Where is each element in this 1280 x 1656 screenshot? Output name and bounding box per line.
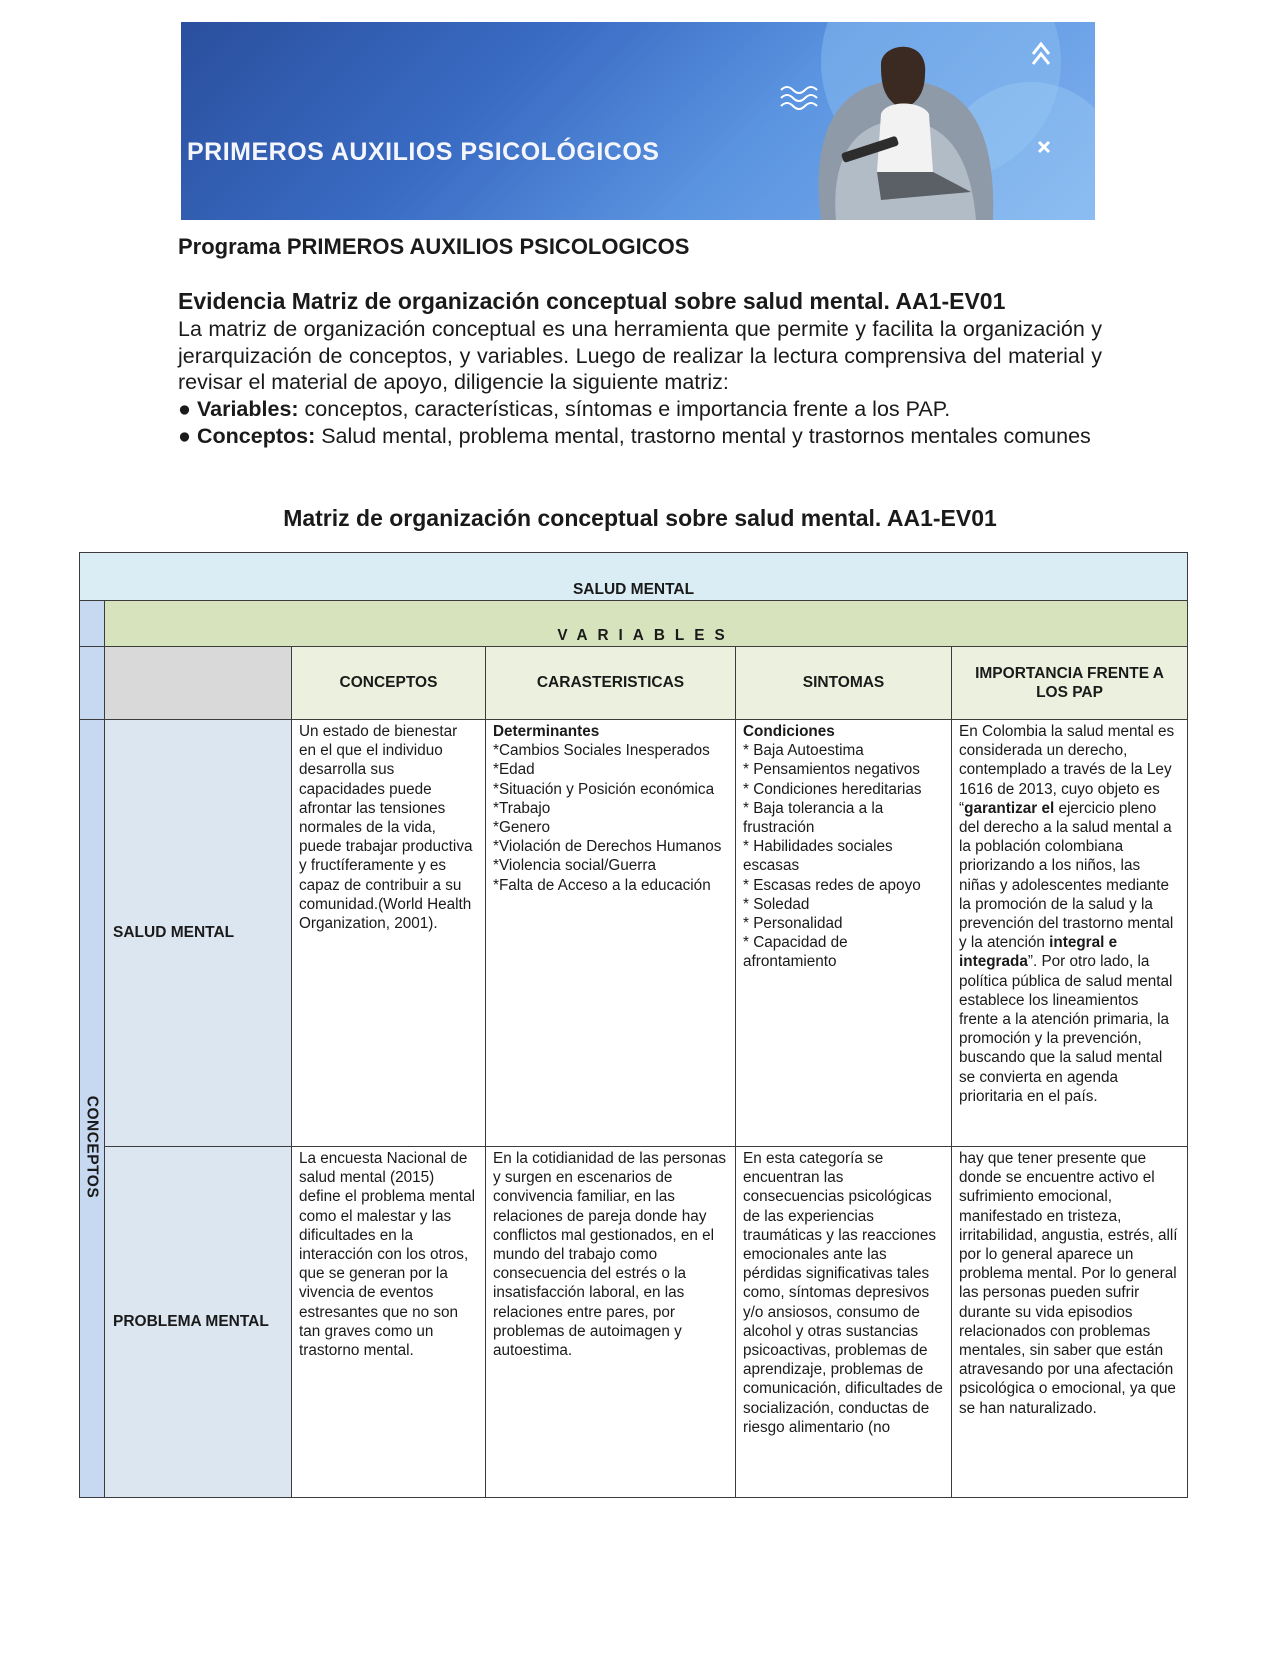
- salud-mental-header: SALUD MENTAL: [80, 553, 1188, 601]
- cell-text: *Cambios Sociales Inesperados *Edad *Situación y Posición económica *Trabajo *Genero *Violación de Derechos Humanos *Violencia social/Guerra *Falta de Acceso a la educación: [493, 742, 722, 894]
- conceptos-vertical-text: CONCEPTOS: [83, 1095, 101, 1199]
- cell-caracteristicas: [486, 1147, 736, 1498]
- matrix-header-row: [80, 553, 1188, 601]
- cell-importancia: [952, 1147, 1188, 1498]
- row-label-problema-mental: PROBLEMA MENTAL: [105, 1147, 292, 1498]
- bullet-text: Salud mental, problema mental, trastorno mental y trastornos mentales comunes: [315, 424, 1091, 448]
- banner-illustration: [181, 22, 1095, 220]
- col-header-importancia: IMPORTANCIA FRENTE A LOS PAP: [952, 647, 1188, 720]
- program-heading: Programa PRIMEROS AUXILIOS PSICOLOGICOS: [178, 234, 690, 259]
- column-headers-row: [80, 647, 1188, 720]
- matrix-title: Matriz de organización conceptual sobre salud mental. AA1-EV01: [283, 505, 997, 531]
- cell-importancia: [952, 720, 1188, 1147]
- row-label-salud-mental: SALUD MENTAL: [105, 720, 292, 1147]
- cell-text: Un estado de bienestar en el que el individuo desarrolla sus capacidades puede afrontar las tensiones normales de la vida, puede trabajar productiva y fructíferamente y es capaz de contribuir a su comunidad.(World Health Organization, 2001).: [299, 723, 473, 933]
- cell-caracteristicas: [486, 720, 736, 1147]
- text-span: ejercicio pleno del derecho a la salud mental a la población colombiana priorizando a los niños, las niñas y adolescentes mediante la promoción de la salud y la prevención del trastorno mental y la atención: [959, 799, 1174, 952]
- bullet-text: conceptos, características, síntomas e importancia frente a los PAP.: [298, 397, 951, 421]
- cell-text: [959, 722, 1180, 1106]
- intro-paragraph: La matriz de organización conceptual es una herramienta que permite y facilita la organización y jerarquización de conceptos, y variables. Luego de realizar la lectura comprensiva del material y revisar el material de apoyo, diligencie la siguiente matriz:: [178, 317, 1102, 394]
- bullet-label: Conceptos:: [196, 424, 316, 448]
- variables-header: VARIABLES: [105, 601, 1188, 647]
- text-span: En Colombia la salud mental es considerada un derecho, contemplado a través de la Ley 1616 de 2013, cuyo objeto es “: [959, 723, 1175, 817]
- bullet-marker: ●: [178, 397, 191, 421]
- text-span: ”. Por otro lado, la política pública de salud mental establece los lineamientos frente a la atención primaria, la promoción y la prevención, buscando que la salud mental se convierta en agenda prioritaria en el país.: [959, 953, 1173, 1105]
- variables-row: [80, 601, 1188, 647]
- cell-text: hay que tener presente que donde se encuentre activo el sufrimiento emocional, manifestado en tristeza, irritabilidad, angustia, estrés, allí por lo general aparece un problema mental. Por lo general las personas pueden sufrir durante su vida episodios relacionados con problemas mentales, sin saber que están atravesando por una afectación psicológica o emocional, ya que se han naturalizado.: [959, 1150, 1178, 1417]
- cell-sintomas: [736, 1147, 952, 1498]
- bullet-variables: [178, 396, 1102, 423]
- conceptos-side-label: [80, 720, 105, 1498]
- bullet-label: Variables:: [196, 397, 299, 421]
- bullet-conceptos: [178, 423, 1102, 450]
- side-strip: [80, 601, 105, 647]
- cell-text: En la cotidianidad de las personas y surgen en escenarios de convivencia familiar, en las relaciones de pareja donde hay conflictos mal gestionados, en el mundo del trabajo como consecuencia del estrés o la insatisfacción laboral, en las relaciones entre pares, por problemas de autoimagen y autoestima.: [493, 1150, 727, 1360]
- table-row: [80, 720, 1188, 1147]
- table-row: [80, 1147, 1188, 1498]
- cell-heading: Determinantes: [493, 723, 600, 740]
- col-header-conceptos: CONCEPTOS: [292, 647, 486, 720]
- cell-text: * Baja Autoestima * Pensamientos negativos * Condiciones hereditarias * Baja tolerancia a la frustración * Habilidades sociales escasas * Escasas redes de apoyo * Soledad * Personalidad * Capacidad de afrontamiento: [743, 742, 922, 971]
- blank-header-cell: [105, 647, 292, 720]
- header-banner: [181, 22, 1095, 220]
- cell-concepto: [292, 1147, 486, 1498]
- cell-concepto: [292, 720, 486, 1147]
- concept-matrix-table: [79, 552, 1188, 1498]
- bold-span: garantizar el: [964, 799, 1055, 817]
- cell-heading: Condiciones: [743, 723, 835, 740]
- col-header-caracteristicas: CARASTERISTICAS: [486, 647, 736, 720]
- banner-title: PRIMEROS AUXILIOS PSICOLÓGICOS: [187, 138, 660, 166]
- side-strip: [80, 647, 105, 720]
- bullet-marker: ●: [178, 424, 191, 448]
- cell-text: La encuesta Nacional de salud mental (2015) define el problema mental como el malestar y las dificultades en la interacción con los otros, que se generan por la vivencia de eventos estresantes que no son tan graves como un trastorno mental.: [299, 1150, 476, 1360]
- bold-span: integral e integrada: [959, 934, 1118, 971]
- cell-sintomas: [736, 720, 952, 1147]
- evidencia-heading: Evidencia Matriz de organización conceptual sobre salud mental. AA1-EV01: [178, 288, 1006, 314]
- cell-text: En esta categoría se encuentran las consecuencias psicológicas de las experiencias traumáticas y las reacciones emocionales ante las pérdidas significativas tales como, síntomas depresivos y/o ansiosos, consumo de alcohol y otras sustancias psicoactivas, problemas de aprendizaje, problemas de comunicación, dificultades de socialización, conductas de riesgo alimentario (no: [743, 1150, 943, 1436]
- col-header-sintomas: SINTOMAS: [736, 647, 952, 720]
